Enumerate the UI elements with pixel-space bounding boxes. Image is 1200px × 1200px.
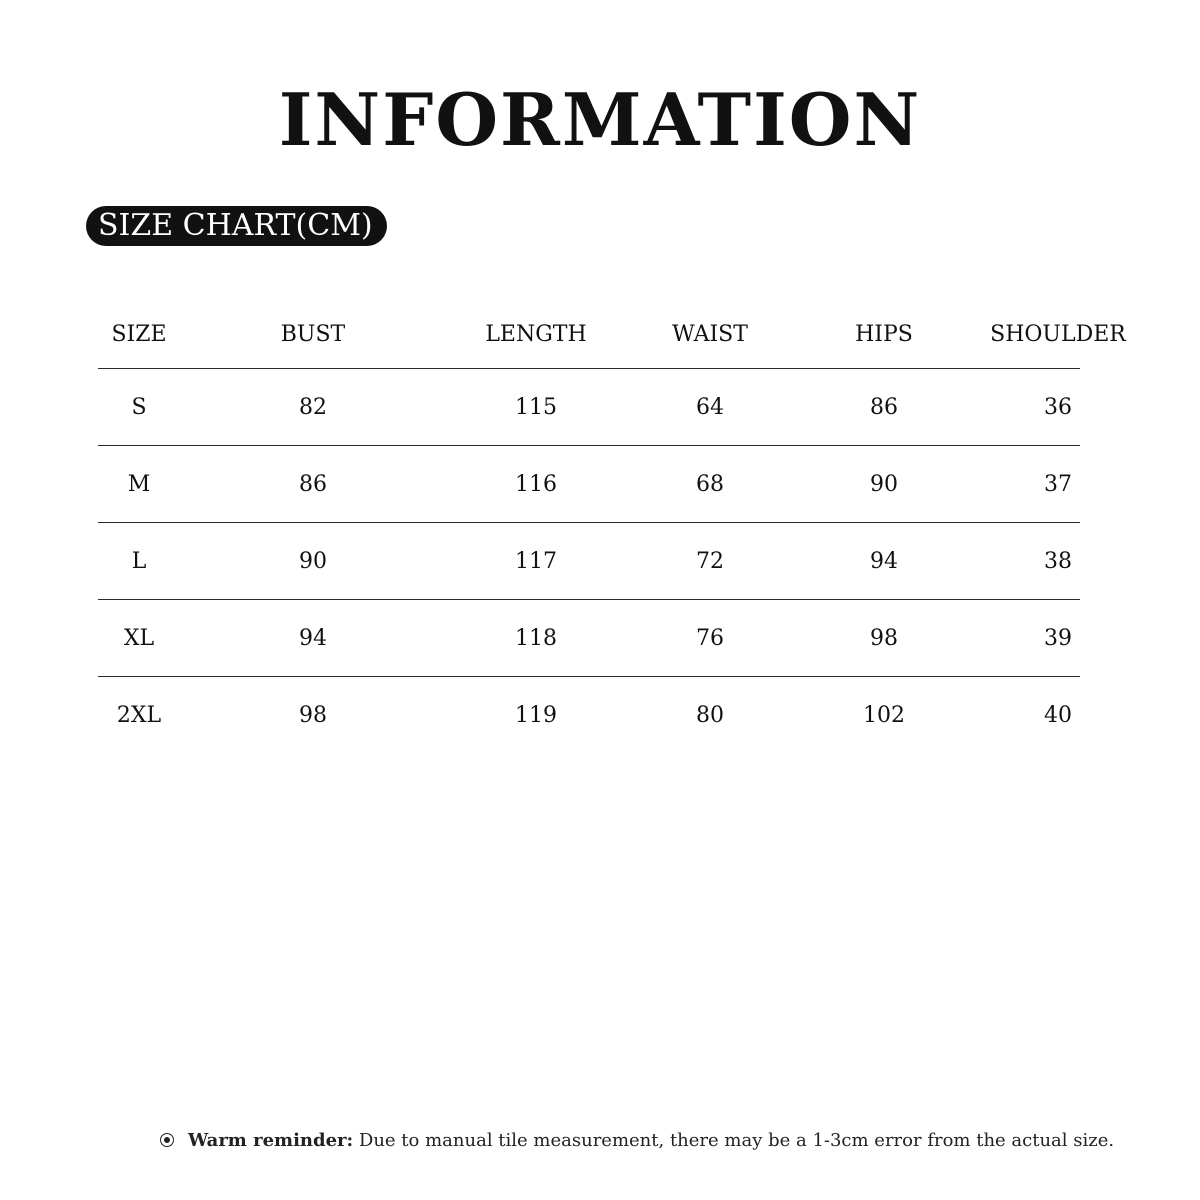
table-cell: 36 [1044,394,1072,420]
table-cell: 94 [870,548,898,574]
table-cell: L [131,548,147,574]
table-cell: 119 [515,702,557,728]
header-cell-length: LENGTH [485,321,587,347]
table-cell: 37 [1044,471,1072,497]
table-cell: 2XL [116,702,162,728]
table-cell: 90 [299,548,327,574]
table-cell: 38 [1044,548,1072,574]
table-row [98,523,1080,600]
table-cell: 80 [696,702,724,728]
table-cell: 40 [1044,702,1072,728]
table-cell: 117 [515,548,557,574]
header-cell-size: SIZE [111,321,167,347]
warm-reminder-note [160,1128,1160,1154]
table-cell: 72 [696,548,724,574]
page-title: INFORMATION [278,77,922,162]
table-header-row [98,300,1126,369]
table-cell: 115 [515,394,557,420]
table-cell: 118 [515,625,557,651]
table-cell: 86 [870,394,898,420]
table-row [98,677,1080,753]
table-cell: 94 [299,625,327,651]
table-cell: 116 [515,471,557,497]
header-cell-shoulder: SHOULDER [990,321,1126,347]
table-cell: 68 [696,471,724,497]
table-cell: 39 [1044,625,1072,651]
table-cell: 76 [696,625,724,651]
table-cell: 86 [299,471,327,497]
table-cell: 64 [696,394,724,420]
table-cell: XL [123,625,155,651]
table-row [98,446,1080,523]
table-row [98,600,1080,677]
header-cell-bust: BUST [280,321,346,347]
size-chart-table [98,300,1126,753]
header-cell-waist: WAIST [672,321,748,347]
table-cell: 102 [863,702,905,728]
section-label-size-chart: SIZE CHART(CM) [86,206,387,246]
table-cell: M [127,471,151,497]
warm-reminder-label: Warm reminder: [188,1130,354,1151]
table-cell: 98 [870,625,898,651]
header-cell-hips: HIPS [855,321,913,347]
table-cell: 98 [299,702,327,728]
table-cell: 90 [870,471,898,497]
radio-bullet-icon [160,1133,174,1147]
table-cell: 82 [299,394,327,420]
table-row [98,369,1080,446]
warm-reminder-text: Due to manual tile measurement, there may be a 1-3cm error from the actual size. [353,1130,1115,1151]
table-cell: S [131,394,147,420]
